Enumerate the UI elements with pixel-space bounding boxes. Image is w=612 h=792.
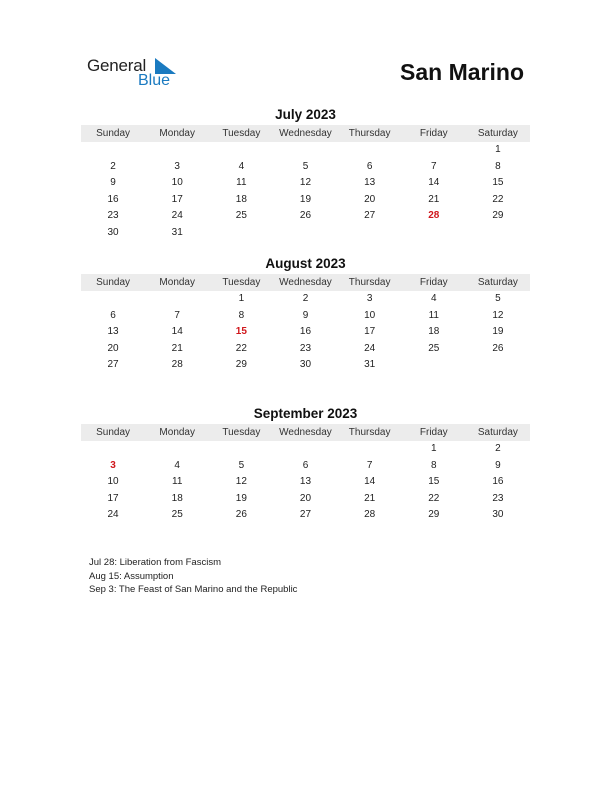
weekday-header-row (81, 424, 530, 441)
day-cell: 26 (235, 509, 247, 521)
day-cell: 22 (428, 492, 440, 504)
day-cell: 24 (107, 509, 119, 521)
day-cell: 14 (364, 476, 376, 488)
day-cell (81, 441, 145, 458)
month-august (81, 254, 530, 374)
weekday-label: Tuesday (222, 277, 261, 288)
day-cell: 8 (495, 160, 501, 172)
day-cell: 8 (430, 459, 437, 471)
day-cell (466, 357, 530, 374)
day-cell: 14 (428, 177, 440, 189)
day-cell (273, 441, 337, 458)
day-cell: 21 (171, 342, 183, 354)
day-cell: 6 (302, 459, 309, 471)
day-cell: 31 (171, 226, 183, 238)
week-row (81, 159, 530, 176)
day-cell: 7 (174, 309, 180, 321)
week-row (81, 308, 530, 325)
day-cell: 13 (364, 177, 376, 189)
day-cell: 29 (492, 210, 504, 222)
month-title: September 2023 (253, 406, 358, 421)
day-cell: 10 (171, 177, 183, 189)
day-cell (273, 142, 337, 159)
day-cell: 29 (428, 509, 440, 521)
weekday-label: Saturday (477, 427, 518, 438)
holiday-notes (89, 556, 297, 597)
logo-general-text: General (87, 56, 147, 75)
weekday-label: Thursday (348, 128, 391, 139)
day-cell: 24 (171, 210, 183, 222)
weekday-label: Saturday (477, 128, 518, 139)
weekday-header-row (81, 274, 530, 291)
day-cell: 30 (107, 226, 119, 238)
day-cell: 27 (107, 359, 119, 371)
day-cell: 6 (110, 309, 116, 321)
weekday-label: Friday (419, 427, 448, 438)
weekday-label: Tuesday (222, 427, 261, 438)
general-blue-logo (87, 56, 197, 92)
day-cell: 26 (492, 342, 504, 354)
weekday-label: Friday (419, 277, 448, 288)
day-cell: 25 (235, 210, 247, 222)
weekday-label: Tuesday (222, 128, 261, 139)
day-cell (402, 357, 466, 374)
week-row (81, 142, 530, 159)
day-cell: 27 (364, 210, 376, 222)
day-cell: 7 (366, 459, 373, 471)
weekday-label: Sunday (96, 128, 131, 139)
day-cell: 22 (492, 193, 504, 205)
day-cell: 3 (366, 293, 373, 304)
weekday-label: Saturday (477, 277, 518, 288)
month-september (81, 404, 530, 524)
day-cell: 12 (235, 476, 247, 488)
day-cell: 7 (430, 160, 437, 172)
day-cell (466, 225, 530, 242)
day-cell: 19 (235, 492, 247, 504)
day-cell: 5 (302, 160, 309, 172)
day-cell: 14 (171, 326, 183, 338)
day-cell: 31 (364, 359, 376, 371)
day-cell (145, 291, 209, 308)
weekday-label: Thursday (348, 427, 391, 438)
day-cell: 23 (492, 492, 504, 504)
day-cell: 17 (171, 193, 183, 205)
day-cell: 20 (299, 492, 312, 504)
week-row (81, 507, 530, 524)
weekday-label: Monday (159, 128, 195, 139)
day-cell: 11 (236, 177, 247, 189)
day-cell: 16 (492, 476, 504, 488)
day-cell: 18 (428, 326, 440, 338)
day-cell: 15 (428, 476, 440, 488)
day-cell: 16 (107, 193, 119, 205)
weekday-label: Monday (159, 277, 195, 288)
day-cell (402, 142, 466, 159)
month-title: August 2023 (265, 256, 346, 271)
day-cell: 26 (299, 210, 312, 222)
day-cell (209, 142, 273, 159)
week-row (81, 192, 530, 209)
day-cell: 10 (107, 476, 119, 488)
week-row (81, 491, 530, 508)
day-cell: 27 (299, 509, 312, 521)
day-cell (145, 142, 209, 159)
weekday-label: Wednesday (279, 427, 332, 438)
day-cell: 1 (495, 144, 501, 155)
day-cell: 13 (107, 326, 119, 338)
holiday-day-cell: 3 (110, 459, 116, 471)
holiday-note: Sep 3: The Feast of San Marino and the Republic (89, 584, 298, 595)
week-row (81, 357, 530, 374)
week-row (81, 441, 530, 458)
week-row (81, 474, 530, 491)
day-cell (209, 441, 273, 458)
day-cell: 9 (495, 459, 501, 471)
day-cell: 11 (428, 309, 439, 321)
day-cell: 28 (171, 359, 183, 371)
day-cell: 20 (364, 193, 376, 205)
day-cell: 9 (110, 177, 116, 189)
day-cell: 5 (495, 293, 501, 304)
day-cell (402, 225, 466, 242)
day-cell: 2 (302, 293, 309, 304)
day-cell: 17 (107, 492, 119, 504)
day-cell (338, 441, 402, 458)
day-cell (273, 225, 337, 242)
week-row (81, 341, 530, 358)
day-cell (338, 142, 402, 159)
weekday-label: Wednesday (279, 277, 332, 288)
day-cell: 8 (238, 309, 245, 321)
weekday-label: Monday (159, 427, 195, 438)
day-cell: 13 (299, 476, 312, 488)
day-cell: 20 (107, 342, 119, 354)
day-cell (338, 225, 402, 242)
day-cell: 11 (172, 476, 183, 488)
day-cell: 19 (492, 326, 504, 338)
day-cell: 9 (302, 309, 309, 321)
month-title: July 2023 (275, 107, 336, 122)
day-cell: 28 (364, 509, 376, 521)
day-cell: 12 (299, 177, 312, 189)
weekday-label: Friday (419, 128, 448, 139)
day-cell: 2 (110, 160, 116, 172)
week-row (81, 175, 530, 192)
day-cell: 15 (492, 177, 504, 189)
day-cell: 12 (492, 309, 504, 321)
day-cell (209, 225, 273, 242)
day-cell: 1 (238, 293, 245, 304)
day-cell: 22 (235, 342, 247, 354)
day-cell: 2 (495, 443, 501, 454)
logo-blue-text: Blue (138, 72, 171, 89)
day-cell: 18 (235, 193, 247, 205)
week-row (81, 291, 530, 308)
holiday-day-cell: 28 (428, 210, 440, 222)
week-row (81, 458, 530, 475)
day-cell: 4 (238, 160, 245, 172)
day-cell: 10 (364, 309, 376, 321)
holiday-day-cell: 15 (235, 326, 247, 338)
day-cell: 21 (364, 492, 376, 504)
day-cell: 23 (107, 210, 119, 222)
day-cell: 19 (299, 193, 312, 205)
week-row (81, 324, 530, 341)
day-cell: 30 (492, 509, 504, 521)
month-july (81, 105, 530, 242)
day-cell: 18 (171, 492, 183, 504)
day-cell: 17 (364, 326, 376, 338)
day-cell: 25 (428, 342, 440, 354)
day-cell: 21 (428, 193, 440, 205)
weekday-label: Sunday (96, 427, 131, 438)
day-cell: 5 (238, 459, 245, 471)
holiday-note: Aug 15: Assumption (89, 570, 174, 582)
day-cell: 25 (171, 509, 183, 521)
weekday-label: Wednesday (279, 128, 332, 139)
weekday-label: Thursday (348, 277, 391, 288)
day-cell: 3 (174, 160, 180, 172)
day-cell (145, 441, 209, 458)
day-cell: 4 (174, 459, 180, 471)
day-cell: 24 (364, 342, 376, 354)
day-cell: 23 (299, 342, 312, 354)
week-row (81, 225, 530, 242)
day-cell: 1 (430, 443, 437, 454)
week-row (81, 208, 530, 225)
holiday-note: Jul 28: Liberation from Fascism (89, 557, 221, 568)
weekday-header-row (81, 125, 530, 142)
day-cell: 6 (366, 160, 373, 172)
weekday-label: Sunday (96, 277, 131, 288)
day-cell: 16 (299, 326, 312, 338)
day-cell: 4 (430, 293, 437, 304)
day-cell (81, 142, 145, 159)
day-cell (81, 291, 145, 308)
day-cell: 29 (235, 359, 247, 371)
country-title: San Marino (400, 59, 524, 85)
day-cell: 30 (299, 359, 312, 371)
